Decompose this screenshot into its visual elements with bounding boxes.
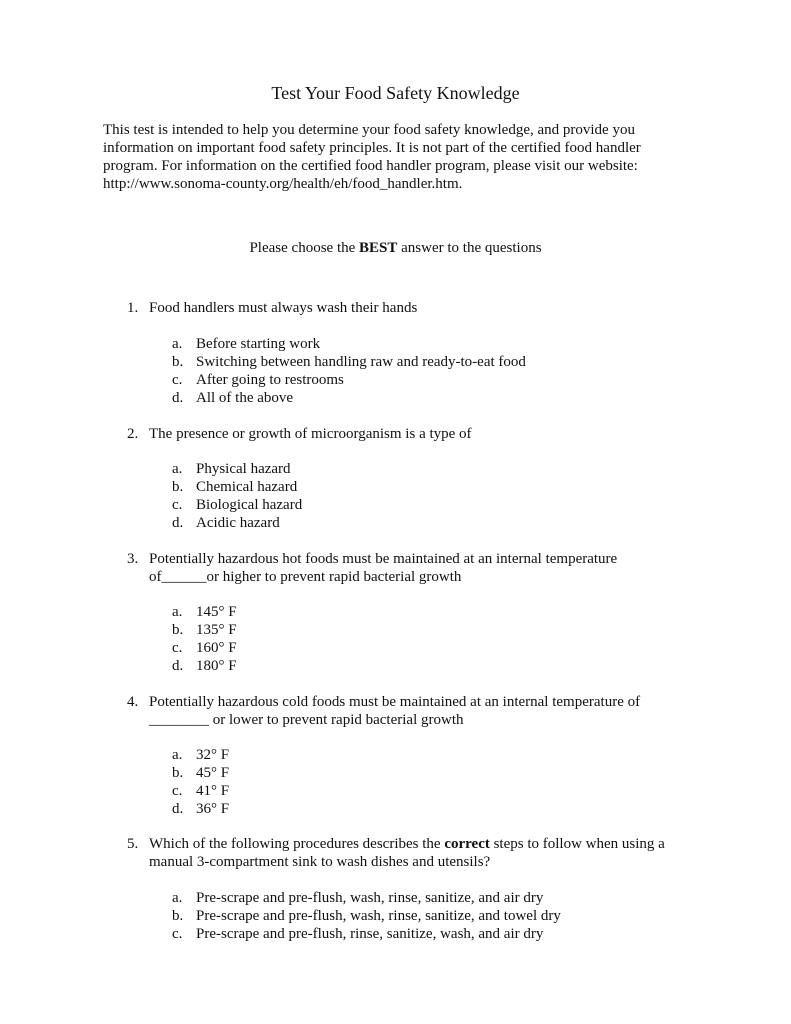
option-letter: d.: [172, 515, 184, 531]
option-letter: b.: [172, 765, 184, 781]
option-text: All of the above: [196, 390, 294, 406]
option-text: Pre-scrape and pre-flush, wash, rinse, sanitize, and towel dry: [196, 908, 561, 924]
option-text: Physical hazard: [196, 461, 291, 477]
option-letter: d.: [172, 658, 184, 674]
option-letter: c.: [172, 926, 183, 942]
question-text-part: Which of the following procedures describes the: [149, 836, 445, 852]
option-letter: b.: [172, 622, 184, 638]
option-letter: a.: [172, 890, 183, 906]
option-text: 160° F: [196, 640, 237, 656]
question-number: 3.: [127, 551, 139, 567]
question-number: 4.: [127, 694, 139, 710]
option-letter: c.: [172, 783, 183, 799]
question-text: Potentially hazardous hot foods must be maintained at an internal temperature: [149, 551, 618, 567]
question-number: 5.: [127, 836, 139, 852]
question-text: manual 3-compartment sink to wash dishes and utensils?: [149, 854, 491, 870]
option-letter: b.: [172, 479, 184, 495]
option-text: Chemical hazard: [196, 479, 298, 495]
intro-line: This test is intended to help you determine your food safety knowledge, and provide you: [103, 122, 635, 138]
option-text: Pre-scrape and pre-flush, rinse, sanitize, wash, and air dry: [196, 926, 544, 942]
option-letter: d.: [172, 390, 184, 406]
option-letter: c.: [172, 372, 183, 388]
question-text: of______or higher to prevent rapid bacterial growth: [149, 569, 462, 585]
option-text: 135° F: [196, 622, 237, 638]
option-text: Biological hazard: [196, 497, 303, 513]
option-letter: c.: [172, 497, 183, 513]
question-text: ________ or lower to prevent rapid bacterial growth: [149, 712, 464, 728]
option-letter: a.: [172, 461, 183, 477]
option-letter: a.: [172, 747, 183, 763]
question-number: 1.: [127, 300, 139, 316]
option-text: Pre-scrape and pre-flush, wash, rinse, sanitize, and air dry: [196, 890, 544, 906]
instruction-text-end: answer to the questions: [397, 240, 542, 256]
option-letter: c.: [172, 640, 183, 656]
option-text: Switching between handling raw and ready-to-eat food: [196, 354, 526, 370]
option-letter: b.: [172, 908, 184, 924]
option-letter: b.: [172, 354, 184, 370]
question-number: 2.: [127, 426, 139, 442]
option-letter: a.: [172, 604, 183, 620]
option-letter: a.: [172, 336, 183, 352]
question-text: [149, 836, 665, 853]
option-text: Acidic hazard: [196, 515, 280, 531]
intro-website-link[interactable]: http://www.sonoma-county.org/health/eh/food_handler.htm.: [103, 176, 463, 192]
instruction: [0, 240, 791, 257]
intro-line: program. For information on the certified food handler program, please visit our website:: [103, 158, 638, 174]
instruction-emphasis: BEST: [359, 240, 398, 256]
option-text: After going to restrooms: [196, 372, 344, 388]
option-text: Before starting work: [196, 336, 321, 352]
instruction-text: Please choose the: [249, 240, 360, 256]
option-text: 41° F: [196, 783, 230, 799]
option-letter: d.: [172, 801, 184, 817]
page-title: Test Your Food Safety Knowledge: [271, 83, 520, 103]
question-text-part: steps to follow when using a: [489, 836, 665, 852]
question-text: Potentially hazardous cold foods must be maintained at an internal temperature of: [149, 694, 641, 710]
option-text: 45° F: [196, 765, 230, 781]
option-text: 36° F: [196, 801, 230, 817]
intro-line: information on important food safety principles. It is not part of the certified food handler: [103, 140, 641, 156]
question-text: The presence or growth of microorganism is a type of: [149, 426, 472, 442]
question-text: Food handlers must always wash their hands: [149, 300, 418, 316]
option-text: 32° F: [196, 747, 230, 763]
question-emphasis: correct: [444, 836, 490, 852]
option-text: 145° F: [196, 604, 237, 620]
option-text: 180° F: [196, 658, 237, 674]
